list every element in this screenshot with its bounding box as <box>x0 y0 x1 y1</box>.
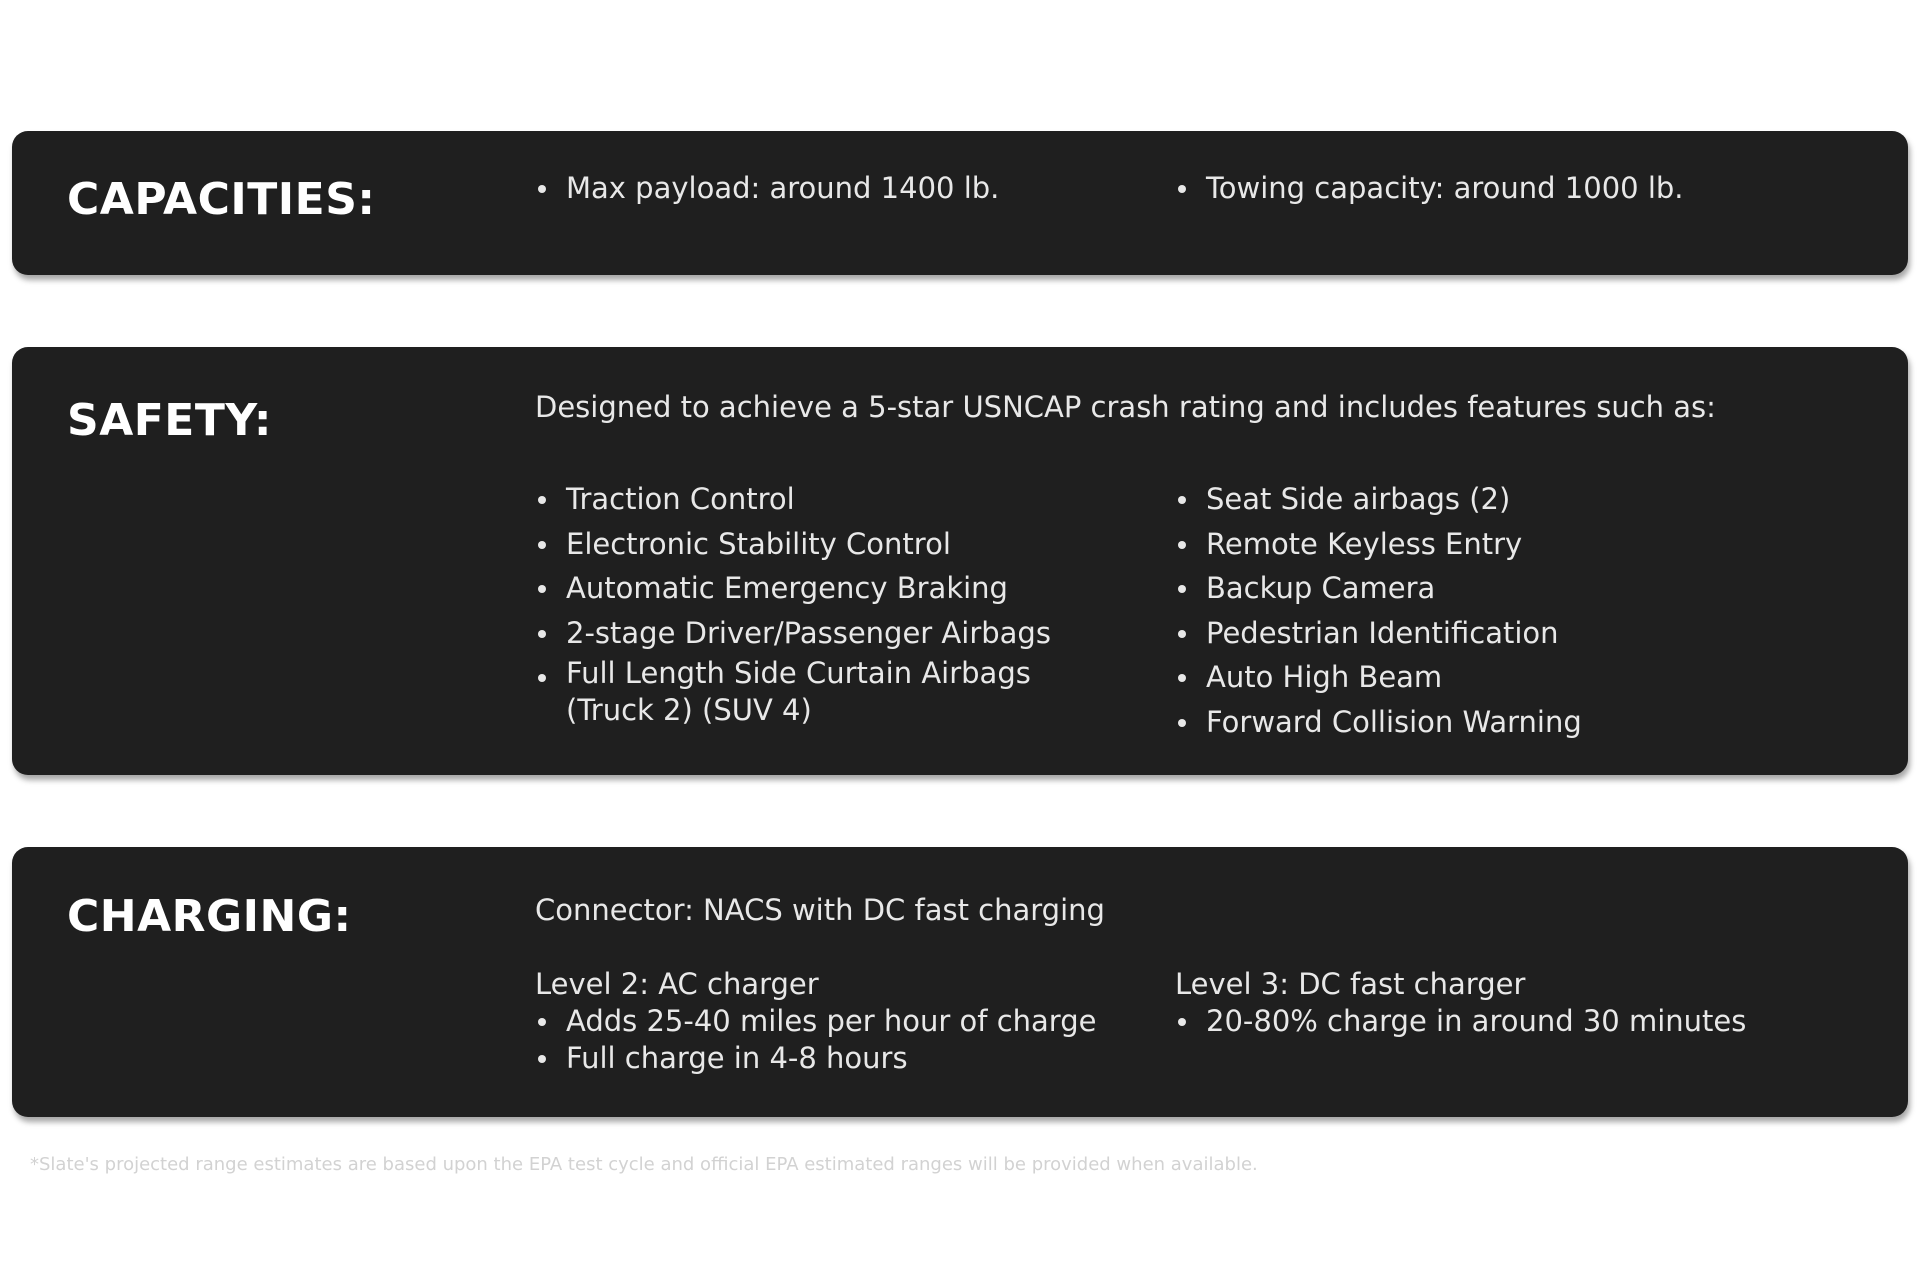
list-item: Max payload: around 1400 lb. <box>535 166 999 211</box>
list-item: Traction Control <box>535 477 1086 522</box>
list-item: Electronic Stability Control <box>535 522 1086 567</box>
list-item: Adds 25-40 miles per hour of charge <box>535 1003 1096 1040</box>
list-item: Backup Camera <box>1175 566 1582 611</box>
list-item-text: Full Length Side Curtain Airbags (Truck 2) (SUV 4) <box>566 656 1031 727</box>
level2-heading: Level 2: AC charger <box>535 967 819 1001</box>
footnote: *Slate's projected range estimates are based upon the EPA test cycle and official EPA estimated ranges will be provided when available. <box>30 1154 1258 1175</box>
safety-card <box>12 347 1908 775</box>
level3-heading: Level 3: DC fast charger <box>1175 967 1526 1001</box>
capacities-title: CAPACITIES: <box>67 174 376 225</box>
list-item: Forward Collision Warning <box>1175 700 1582 745</box>
safety-intro: Designed to achieve a 5-star USNCAP crash rating and includes features such as: <box>535 390 1716 424</box>
charging-connector: Connector: NACS with DC fast charging <box>535 893 1105 927</box>
list-item: Pedestrian Identification <box>1175 611 1582 656</box>
list-item: Towing capacity: around 1000 lb. <box>1175 166 1684 211</box>
list-item: Auto High Beam <box>1175 655 1582 700</box>
capacities-list-right <box>1175 166 1684 211</box>
safety-list-left <box>535 477 1086 729</box>
list-item: Remote Keyless Entry <box>1175 522 1582 567</box>
list-item: Automatic Emergency Braking <box>535 566 1086 611</box>
list-item: 20-80% charge in around 30 minutes <box>1175 1003 1746 1040</box>
safety-list-right <box>1175 477 1582 744</box>
charging-title: CHARGING: <box>67 891 352 942</box>
list-item: Seat Side airbags (2) <box>1175 477 1582 522</box>
charging-card <box>12 847 1908 1117</box>
list-item: Full charge in 4-8 hours <box>535 1040 1096 1077</box>
capacities-list-left <box>535 166 999 211</box>
list-item: 2-stage Driver/Passenger Airbags <box>535 611 1086 656</box>
level2-list <box>535 1003 1096 1077</box>
level3-list <box>1175 1003 1746 1040</box>
safety-title: SAFETY: <box>67 395 273 446</box>
capacities-card <box>12 131 1908 275</box>
list-item <box>535 655 1086 729</box>
